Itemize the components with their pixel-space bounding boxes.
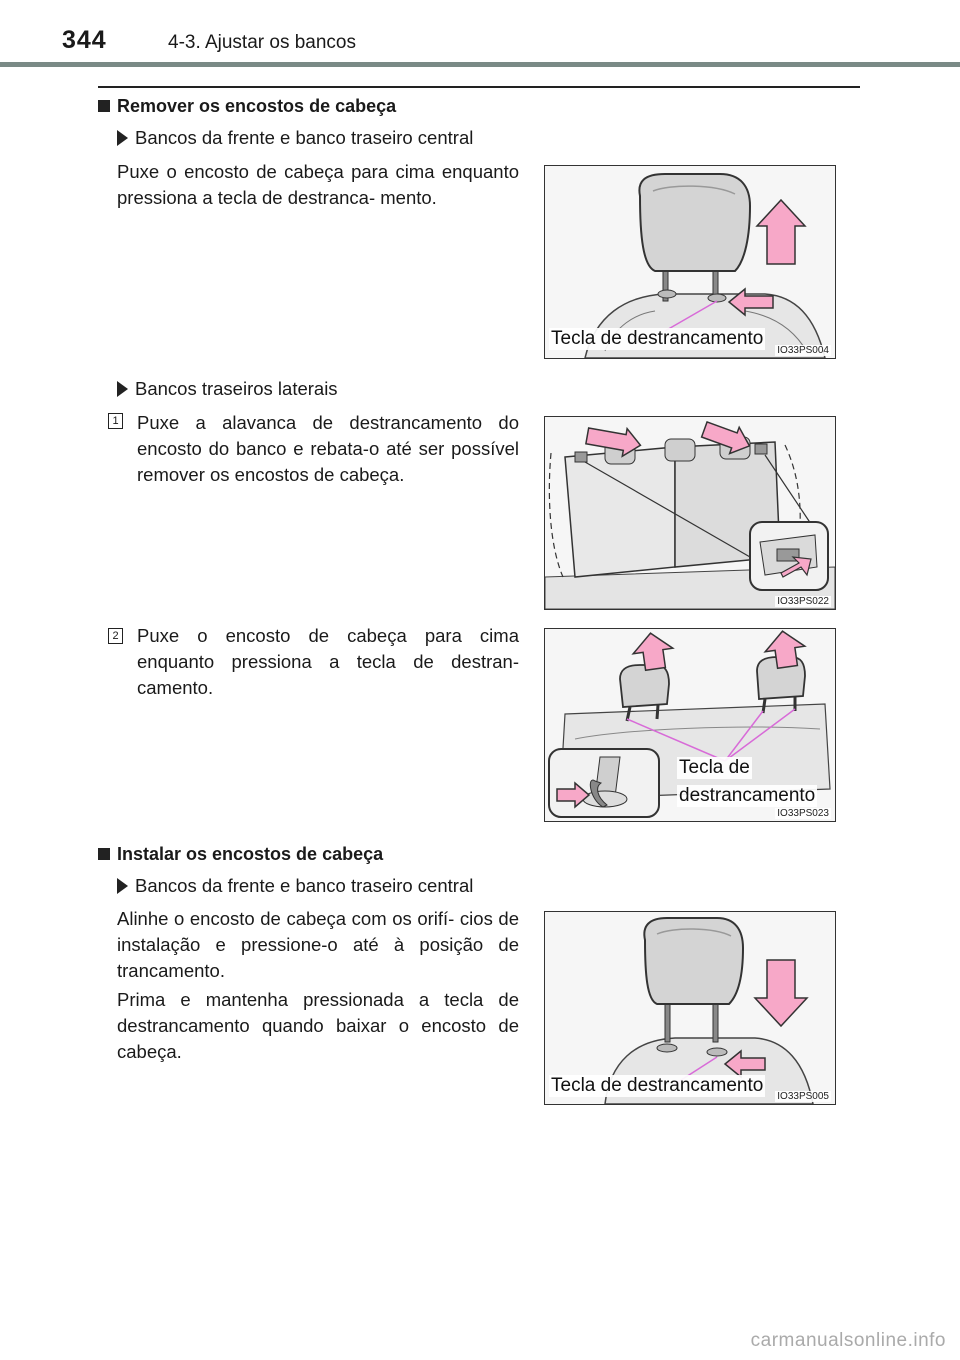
figure-code: IO33PS004: [777, 345, 829, 356]
content-divider: [98, 86, 860, 88]
release-button-label-line2: destrancamento: [679, 785, 816, 806]
install-text-1: Alinhe o encosto de cabeça com os orifí- cios de instalação e pressione-o até à posição de trancamento.: [117, 908, 519, 981]
step2-text: Puxe o encosto de cabeça para cima enquanto pressiona a tecla de destran- camento.: [137, 625, 519, 698]
step-number-2: 2: [108, 628, 123, 644]
remove-rear-subheading: [117, 378, 338, 400]
install-section-title: Instalar os encostos de cabeça: [117, 844, 384, 864]
page-header: [0, 0, 960, 70]
triangle-bullet-icon: [117, 130, 128, 146]
remove-section-heading: [98, 96, 396, 117]
remove-front-text: Puxe o encosto de cabeça para cima enquanto pressiona a tecla de destranca- mento.: [117, 161, 519, 208]
section-title: 4-3. Ajustar os bancos: [168, 32, 356, 53]
remove-front-subheading: [117, 127, 473, 149]
watermark: carmanualsonline.info: [750, 1330, 946, 1351]
header-rule: [0, 62, 960, 67]
figure-code: IO33PS022: [777, 596, 829, 607]
triangle-bullet-icon: [117, 878, 128, 894]
remove-front-subtitle: Bancos da frente e banco traseiro central: [135, 127, 474, 148]
release-button-label-line1: Tecla de: [679, 757, 750, 778]
step-number-1: 1: [108, 413, 123, 429]
step1-text: Puxe a alavanca de destrancamento do encosto do banco e rebata-o até ser possível remover os encostos de cabeça.: [137, 412, 519, 485]
figure-code: IO33PS023: [777, 808, 829, 819]
remove-section-title: Remover os encostos de cabeça: [117, 96, 397, 116]
triangle-bullet-icon: [117, 381, 128, 397]
install-front-subheading: [117, 875, 473, 897]
square-bullet-icon: [98, 848, 110, 860]
page-number: 344: [62, 26, 107, 54]
figure-front-headrest-remove: [544, 165, 836, 359]
remove-rear-subtitle: Bancos traseiros laterais: [135, 378, 338, 399]
figure-rear-seatback-fold: [544, 416, 836, 610]
square-bullet-icon: [98, 100, 110, 112]
release-button-label: Tecla de destrancamento: [551, 1075, 764, 1096]
install-text-2: Prima e mantenha pressionada a tecla de destrancamento quando baixar o encosto de cabeça.: [117, 989, 519, 1062]
figure-rear-headrest-remove: [544, 628, 836, 822]
install-front-subtitle: Bancos da frente e banco traseiro central: [135, 875, 474, 896]
figure-code: IO33PS005: [777, 1091, 829, 1102]
rear-seat-illustration: [545, 417, 835, 609]
release-button-label: Tecla de destrancamento: [551, 328, 764, 349]
figure-front-headrest-install: [544, 911, 836, 1105]
install-section-heading: [98, 844, 383, 865]
